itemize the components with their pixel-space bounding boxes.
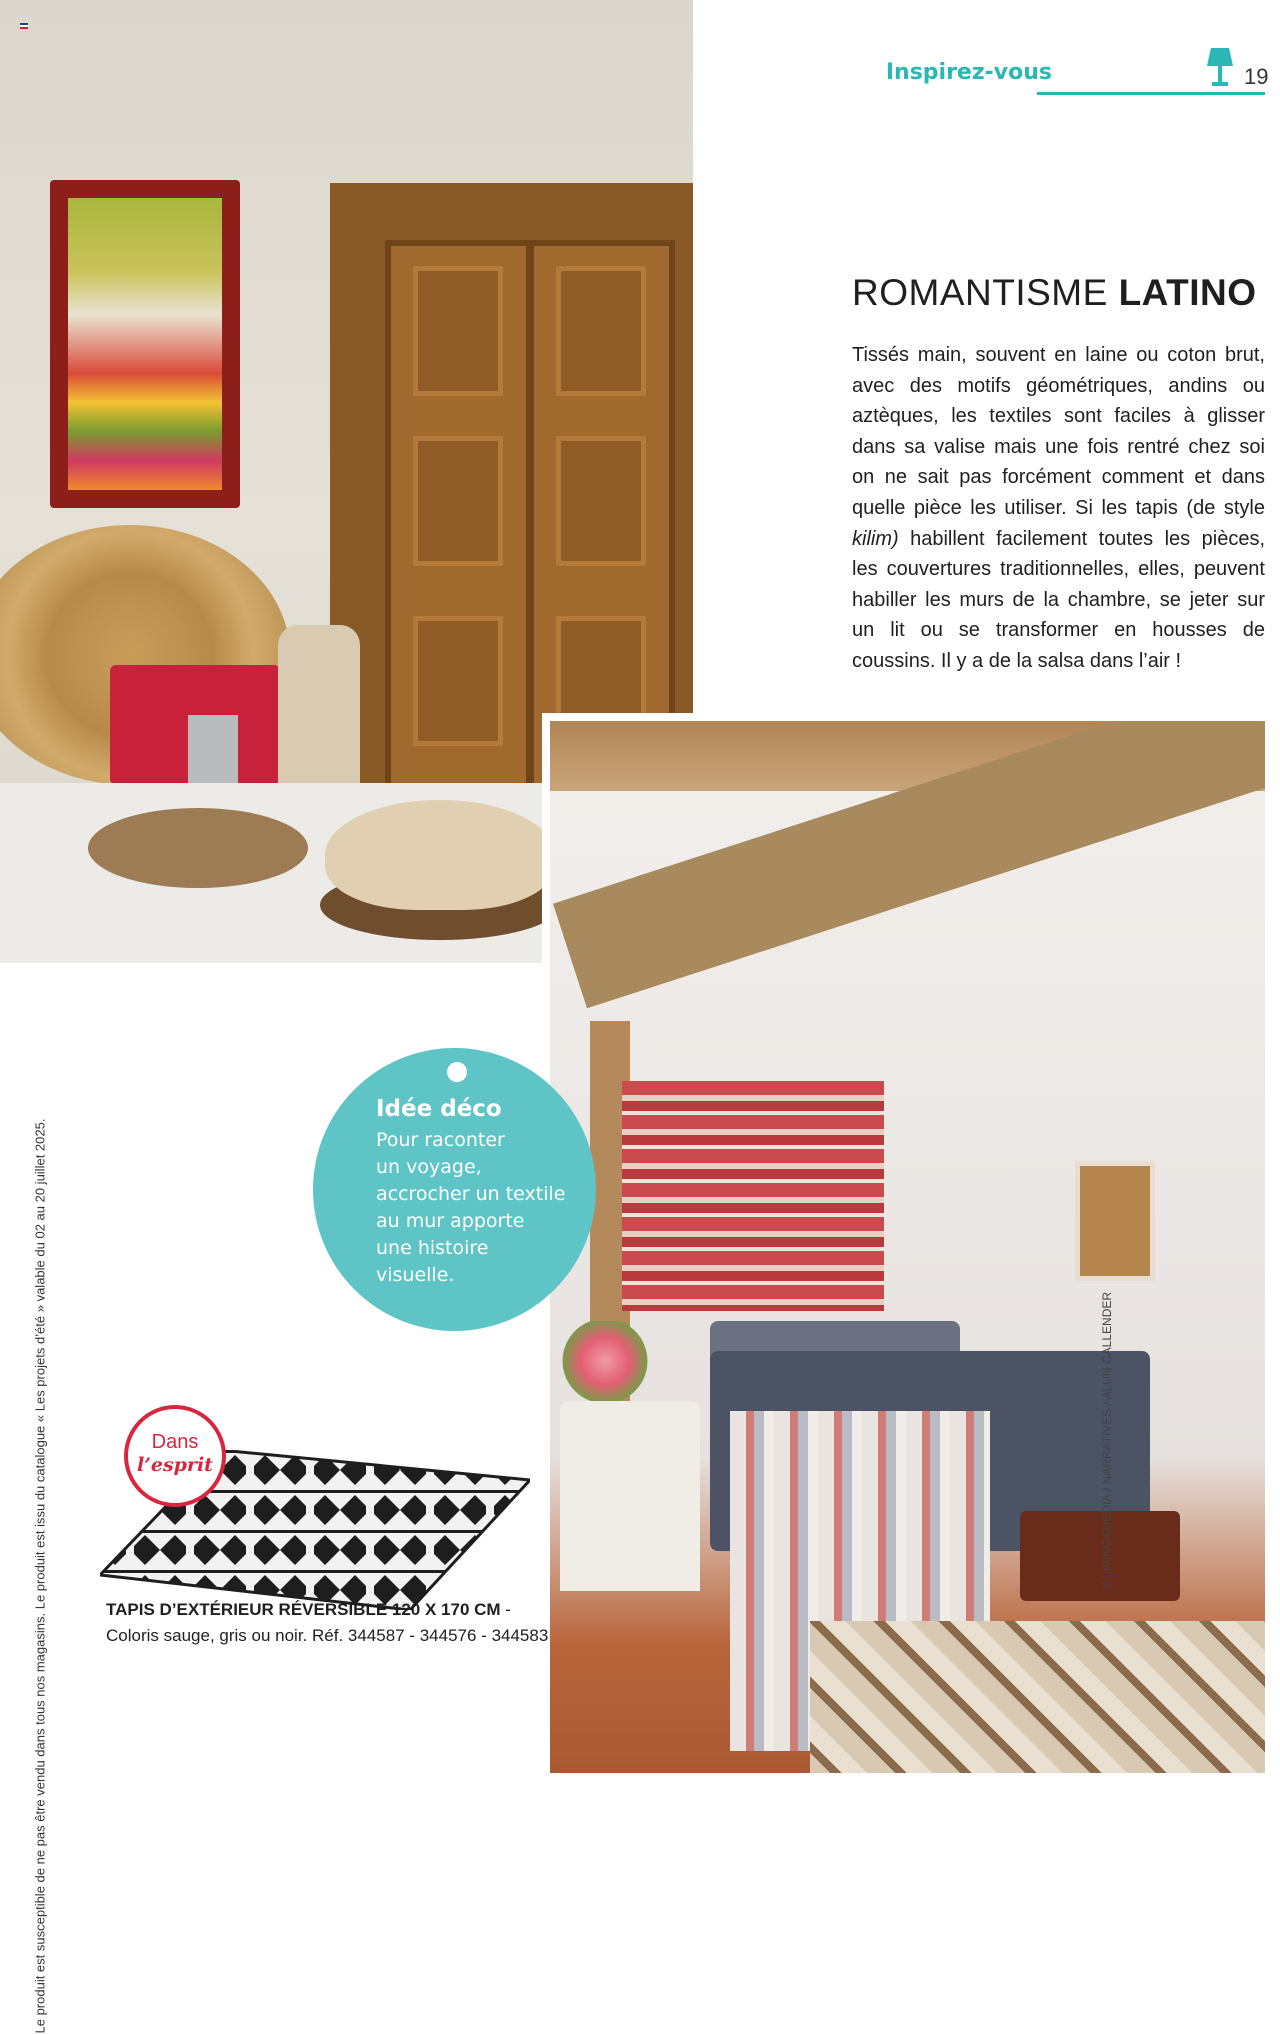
door-right-panel	[528, 240, 675, 792]
door-left-panel	[385, 240, 532, 792]
body-text: habillent facilement toutes les pièces, les couvertures traditionnelles, elles, peuvent habiller les murs de la chambre, se jeter sur un lit ou se transformer en housses de coussins. Il y a de la salsa dans l’air !	[852, 527, 1265, 672]
door-inset	[556, 266, 646, 396]
bread-loaf	[325, 800, 555, 910]
badge-line1: Dans	[151, 1431, 199, 1453]
section-label: Inspirez-vous	[885, 60, 1052, 85]
badge-line2: l’esprit	[137, 1454, 213, 1476]
title-light: ROMANTISME	[852, 272, 1119, 313]
door-inset	[413, 436, 503, 566]
lamp-icon	[1205, 48, 1235, 88]
idea-text: Pour raconter un voyage, accrocher un textile au mur apporte une histoire visuelle.	[376, 1129, 566, 1286]
product-name	[106, 1600, 511, 1620]
door-inset	[413, 616, 503, 746]
article-body	[852, 340, 1265, 677]
flower-bouquet	[560, 1321, 650, 1401]
striped-wall-textile	[622, 1081, 884, 1311]
legal-notice: Le produit est susceptible de ne pas être vendu dans tous nos magasins. Le produit est issu du catalogue « Les projets d’été » valable du 02 au 20 juillet 2025.	[32, 1118, 48, 2034]
photo-credit: © LIVING4MEDIA / NARRATIVES / ALUN CALLENDER	[1100, 1291, 1114, 1590]
body-text: Tissés main, souvent en laine ou coton brut, avec des motifs géométriques, andins ou aztèques, les textiles sont faciles à glisser dans sa valise mais une fois rentré chez soi on ne sait pas forcément comment et dans quelle pièce les utiliser. Si les tapis (de style	[852, 344, 1265, 519]
bedroom-photo	[542, 713, 1265, 1773]
kilim-rug	[810, 1621, 1265, 1773]
header-rule	[1037, 92, 1265, 95]
page-number: 19	[1244, 64, 1269, 89]
idea-dot	[447, 1062, 467, 1082]
wooden-heart-board	[88, 808, 308, 888]
woven-bottle	[278, 625, 360, 805]
article-title	[852, 272, 1257, 314]
door-inset	[413, 266, 503, 396]
painting-artwork	[68, 198, 222, 490]
body-italic: kilim)	[852, 527, 899, 550]
idea-title: Idée déco	[376, 1096, 502, 1122]
door-inset	[556, 436, 646, 566]
title-bold: LATINO	[1118, 272, 1257, 313]
flag-icon	[20, 23, 28, 29]
product-name-separator: -	[500, 1600, 511, 1619]
product-description: Coloris sauge, gris ou noir. Réf. 344587 - 344576 - 344583	[106, 1626, 549, 1645]
product-name-text: TAPIS D’EXTÉRIEUR RÉVERSIBLE 120 X 170 CM	[106, 1600, 501, 1619]
framed-picture	[1075, 1161, 1155, 1281]
bedroom-photo-image	[550, 721, 1265, 1773]
round-side-table	[560, 1401, 700, 1591]
esprit-badge	[124, 1405, 226, 1507]
